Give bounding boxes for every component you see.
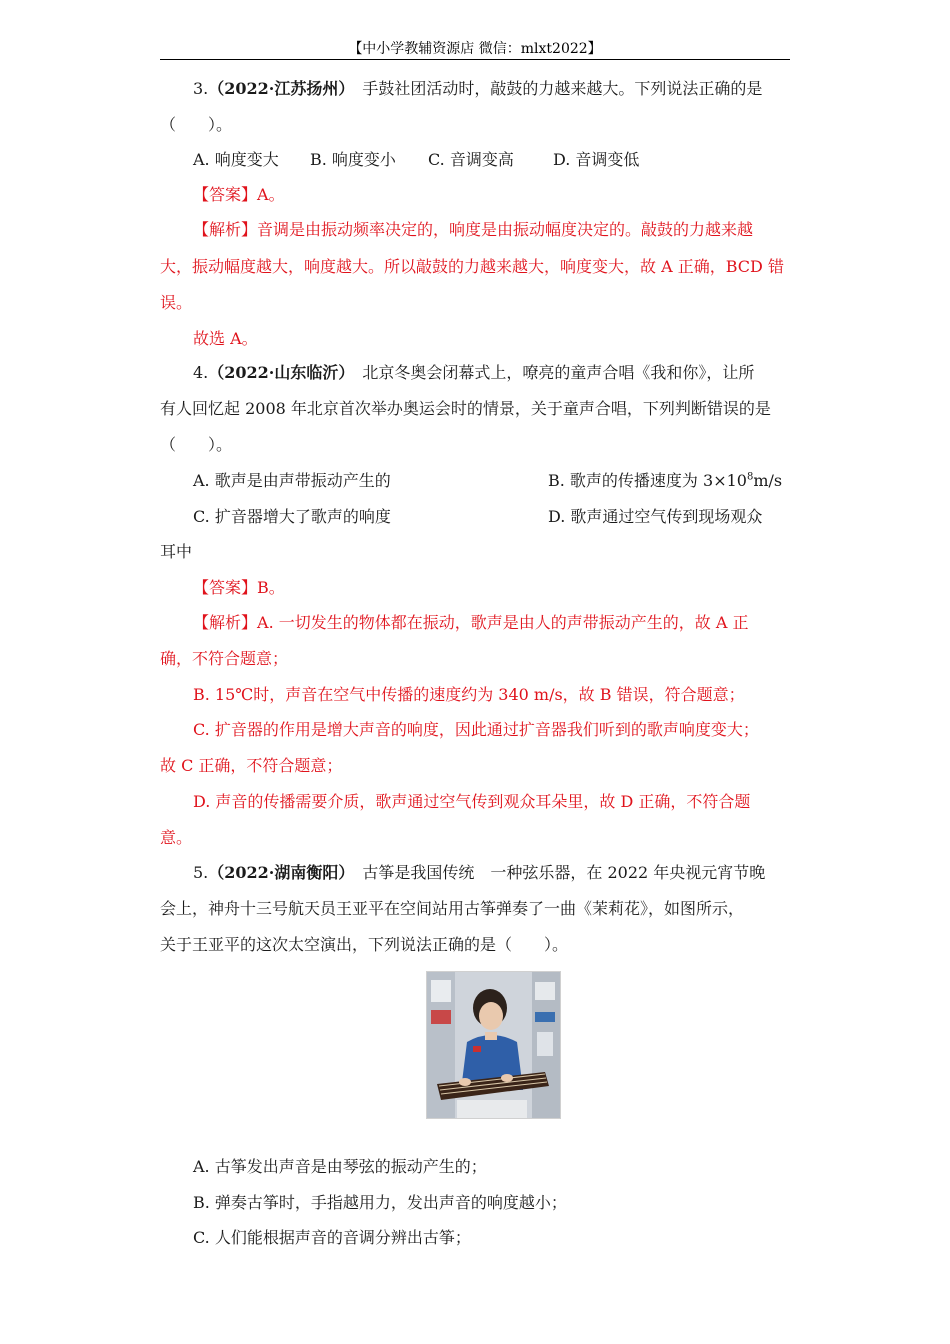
q4-option-b — [548, 469, 782, 493]
q3-stem-line1 — [193, 77, 762, 101]
q3-stem: 手鼓社团活动时，敲鼓的力越来越大。下列说法正确的是 — [362, 79, 763, 98]
q4-answer — [193, 576, 285, 600]
photo-illustration — [427, 972, 560, 1118]
q3-source: （2022·江苏扬州） — [208, 79, 347, 98]
q5-option-b: B. 弹奏古筝时，手指越用力，发出声音的响度越小； — [193, 1193, 567, 1212]
q4-stem: 北京冬奥会闭幕式上，嘹亮的童声合唱《我和你》，让所 — [362, 363, 755, 382]
q5-option-c: C. 人们能根据声音的音调分辨出古筝； — [193, 1228, 471, 1247]
header-divider — [160, 59, 790, 60]
q5-stem: 古筝是我国传统 一种弦乐器，在 2022 年央视元宵节晚 — [362, 863, 766, 882]
q3-analysis-line1 — [193, 218, 753, 242]
q4-analysis-line1 — [193, 611, 748, 635]
q4-stem-line2: 有人回忆起 2008 年北京首次举办奥运会时的情景，关于童声合唱，下列判断错误的是 — [160, 399, 771, 418]
q3-answer — [193, 183, 285, 207]
q3-answer-value: A。 — [257, 185, 285, 204]
q4-analysis-a1: A. 一切发生的物体都在振动，歌声是由人的声带振动产生的，故 A 正 — [257, 613, 749, 632]
q5-number: 5. — [193, 863, 209, 882]
q4-answer-value: B。 — [257, 578, 285, 597]
q3-option-d: D. 音调变低 — [553, 150, 640, 169]
q3-stem-line2: （ ）。 — [160, 115, 233, 134]
q4-stem-line3: （ ）。 — [160, 435, 233, 454]
q5-stem-line1 — [193, 861, 765, 885]
q4-option-a: A. 歌声是由声带振动产生的 — [193, 471, 391, 490]
q5-source: （2022·湖南衡阳） — [208, 863, 347, 882]
q4-answer-tag: 【答案】 — [193, 578, 258, 597]
q4-analysis-d1: D. 声音的传播需要介质，歌声通过空气传到观众耳朵里，故 D 正确，不符合题 — [193, 792, 751, 811]
q4-stem-line1 — [193, 361, 754, 385]
astronaut-guzheng-photo — [426, 971, 561, 1119]
q4-option-b-unit: m/s — [753, 471, 783, 490]
q4-source: （2022·山东临沂） — [208, 363, 347, 382]
q3-analysis-text1: 音调是由振动频率决定的，响度是由振动幅度决定的。敲鼓的力越来越 — [257, 220, 754, 239]
q3-analysis-line3: 误。 — [160, 293, 193, 312]
page-header: 【中小学教辅资源店 微信：mlxt2022】 — [348, 41, 602, 57]
q4-option-b-exponent: 8 — [746, 471, 754, 483]
q3-option-b: B. 响度变小 — [310, 150, 396, 169]
q3-option-c: C. 音调变高 — [428, 150, 514, 169]
q5-option-a: A. 古筝发出声音是由琴弦的振动产生的； — [193, 1157, 487, 1176]
q3-analysis-tag: 【解析】 — [193, 220, 258, 239]
q4-analysis-c2: 故 C 正确，不符合题意； — [160, 756, 343, 775]
q4-analysis-tag: 【解析】 — [193, 613, 258, 632]
q4-option-b-text: B. 歌声的传播速度为 3×10 — [548, 471, 747, 490]
q3-option-a: A. 响度变大 — [193, 150, 279, 169]
q4-option-c: C. 扩音器增大了歌声的响度 — [193, 507, 391, 526]
q4-analysis-d2: 意。 — [160, 828, 193, 847]
q3-conclusion: 故选 A。 — [193, 329, 258, 348]
q3-answer-tag: 【答案】 — [193, 185, 258, 204]
q4-option-d: D. 歌声通过空气传到现场观众 — [548, 507, 763, 526]
q5-stem-line2: 会上，神舟十三号航天员王亚平在空间站用古筝弹奏了一曲《茉莉花》，如图所示， — [160, 899, 745, 918]
q4-analysis-a2: 确，不符合题意； — [160, 649, 289, 668]
q4-number: 4. — [193, 363, 209, 382]
q3-analysis-line2: 大，振动幅度越大，响度越大。所以敲鼓的力越来越大，响度变大，故 A 正确，BCD 错 — [160, 257, 784, 276]
q4-analysis-b: B. 15℃时，声音在空气中传播的速度约为 340 m/s，故 B 错误，符合题意； — [193, 685, 745, 704]
q4-option-d-cont: 耳中 — [160, 542, 193, 561]
q5-stem-line3: 关于王亚平的这次太空演出，下列说法正确的是（ ）。 — [160, 935, 569, 954]
q4-analysis-c1: C. 扩音器的作用是增大声音的响度，因此通过扩音器我们听到的歌声响度变大； — [193, 720, 759, 739]
q3-number: 3. — [193, 79, 209, 98]
